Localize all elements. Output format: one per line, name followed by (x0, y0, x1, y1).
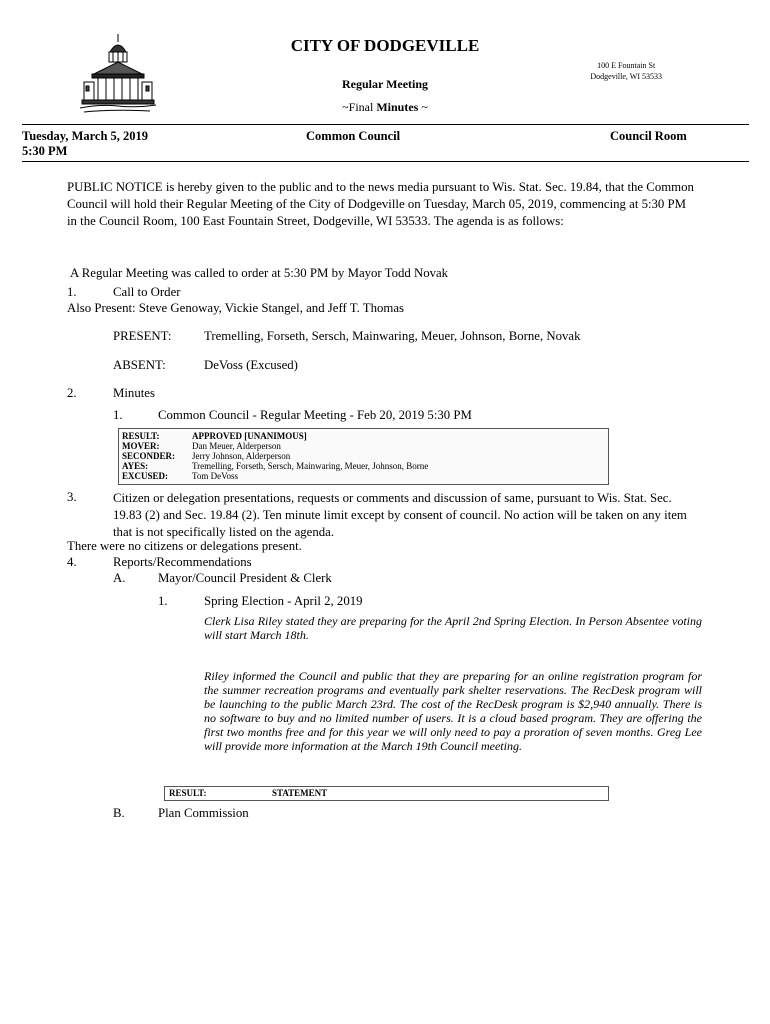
item-4a1-title: Spring Election - April 2, 2019 (204, 594, 363, 608)
statement-result-box (164, 786, 609, 801)
meeting-type: Regular Meeting (341, 77, 429, 91)
item-4b-title: Plan Commission (158, 806, 249, 820)
ayes-value: Tremelling, Forseth, Sersch, Mainwaring, Meuer, Johnson, Borne (192, 461, 429, 471)
item-4b-letter: B. (113, 806, 125, 820)
minutes-result-table (122, 431, 432, 481)
item-3-number: 3. (67, 490, 77, 504)
header-bottom-rule (22, 161, 749, 162)
election-statement: Clerk Lisa Riley stated they are preparing for the April 2nd Spring Election. In Person Absentee voting will start March 18th. (204, 614, 702, 642)
mover-value: Dan Meuer, Alderperson (192, 441, 281, 451)
seconder-value: Jerry Johnson, Alderperson (192, 451, 291, 461)
meeting-location: Council Room (610, 129, 687, 143)
excused-row (122, 471, 432, 481)
present-names: Tremelling, Forseth, Sersch, Mainwaring, Meuer, Johnson, Borne, Novak (204, 329, 581, 343)
absent-label: ABSENT: (113, 358, 166, 372)
ayes-key: AYES: (122, 461, 149, 471)
address-line-2: Dodgeville, WI 53533 (590, 72, 662, 81)
statement-result-value: STATEMENT (272, 788, 328, 798)
statement-result-label: RESULT: (169, 788, 207, 798)
ayes-row (122, 461, 432, 471)
item-1-title: Call to Order (113, 285, 181, 299)
mover-row (122, 441, 432, 451)
excused-key: EXCUSED: (122, 471, 169, 481)
present-label: PRESENT: (113, 329, 172, 343)
item-4-number: 4. (67, 555, 77, 569)
excused-value: Tom DeVoss (192, 471, 238, 481)
mover-key: MOVER: (122, 441, 160, 451)
item-3-text: Citizen or delegation presentations, requests or comments and discussion of same, pursuant to Wis. Stat. Sec. 19.83 (2) and Sec. 19.84 (2). Ten minute limit except by consent of council. No action will be taken on any item that is not specifically listed on the agenda. (113, 491, 687, 539)
item-1-number: 1. (67, 285, 77, 299)
item-4a1-number: 1. (158, 594, 168, 608)
item-4-title: Reports/Recommendations (113, 555, 252, 569)
also-present: Also Present: Steve Genoway, Vickie Stangel, and Jeff T. Thomas (67, 301, 404, 315)
meeting-date: Tuesday, March 5, 2019 (22, 129, 149, 143)
meeting-body: Common Council (306, 129, 401, 143)
called-to-order: A Regular Meeting was called to order at 5:30 PM by Mayor Todd Novak (70, 266, 449, 280)
address-line-1: 100 E Fountain St (597, 61, 656, 70)
item-2-title: Minutes (113, 386, 155, 400)
item-4a-letter: A. (113, 571, 126, 585)
final-bold: Minutes (376, 100, 419, 114)
final-minutes-label (0, 100, 770, 115)
result-key: RESULT: (122, 431, 160, 441)
recdesk-statement: Riley informed the Council and public that they are preparing for an online registration program for the summer recreation programs and eventually park shelter reservations. The RecDesk program will be launching to the public March 23rd. The cost of the RecDesk program is $2,940 annually. There is no software to buy and no limited number of users. It is a cloud based program. They are offering the first two months free and for this year we will only need to pay a proration of seven months. Greg Lee will provide more information at the March 19th Council meeting. (204, 669, 702, 753)
seconder-key: SECONDER: (122, 451, 176, 461)
result-value: APPROVED [UNANIMOUS] (192, 431, 307, 441)
final-suffix: ~ (418, 100, 428, 114)
no-citizens-note: There were no citizens or delegations present. (67, 539, 302, 553)
header-top-rule (22, 124, 749, 125)
item-2-number: 2. (67, 386, 77, 400)
item-2-1-number: 1. (113, 408, 123, 422)
item-2-1-title: Common Council - Regular Meeting - Feb 20, 2019 5:30 PM (158, 408, 472, 422)
final-prefix: ~Final (342, 100, 377, 114)
item-4a-title: Mayor/Council President & Clerk (158, 571, 332, 585)
result-row (122, 431, 432, 441)
city-title: CITY OF DODGEVILLE (290, 36, 480, 55)
absent-names: DeVoss (Excused) (204, 358, 298, 372)
public-notice: PUBLIC NOTICE is hereby given to the public and to the news media pursuant to Wis. Stat. Sec. 19.84, that the Common Council will hold their Regular Meeting of the City of Dodgeville on Tuesday, March 05, 2019, commencing at 5:30 PM in the Council Room, 100 East Fountain Street, Dodgeville, WI 53533. The agenda is as follows: (67, 180, 694, 228)
minutes-result-box (118, 428, 609, 485)
seconder-row (122, 451, 432, 461)
meeting-time: 5:30 PM (22, 144, 68, 158)
